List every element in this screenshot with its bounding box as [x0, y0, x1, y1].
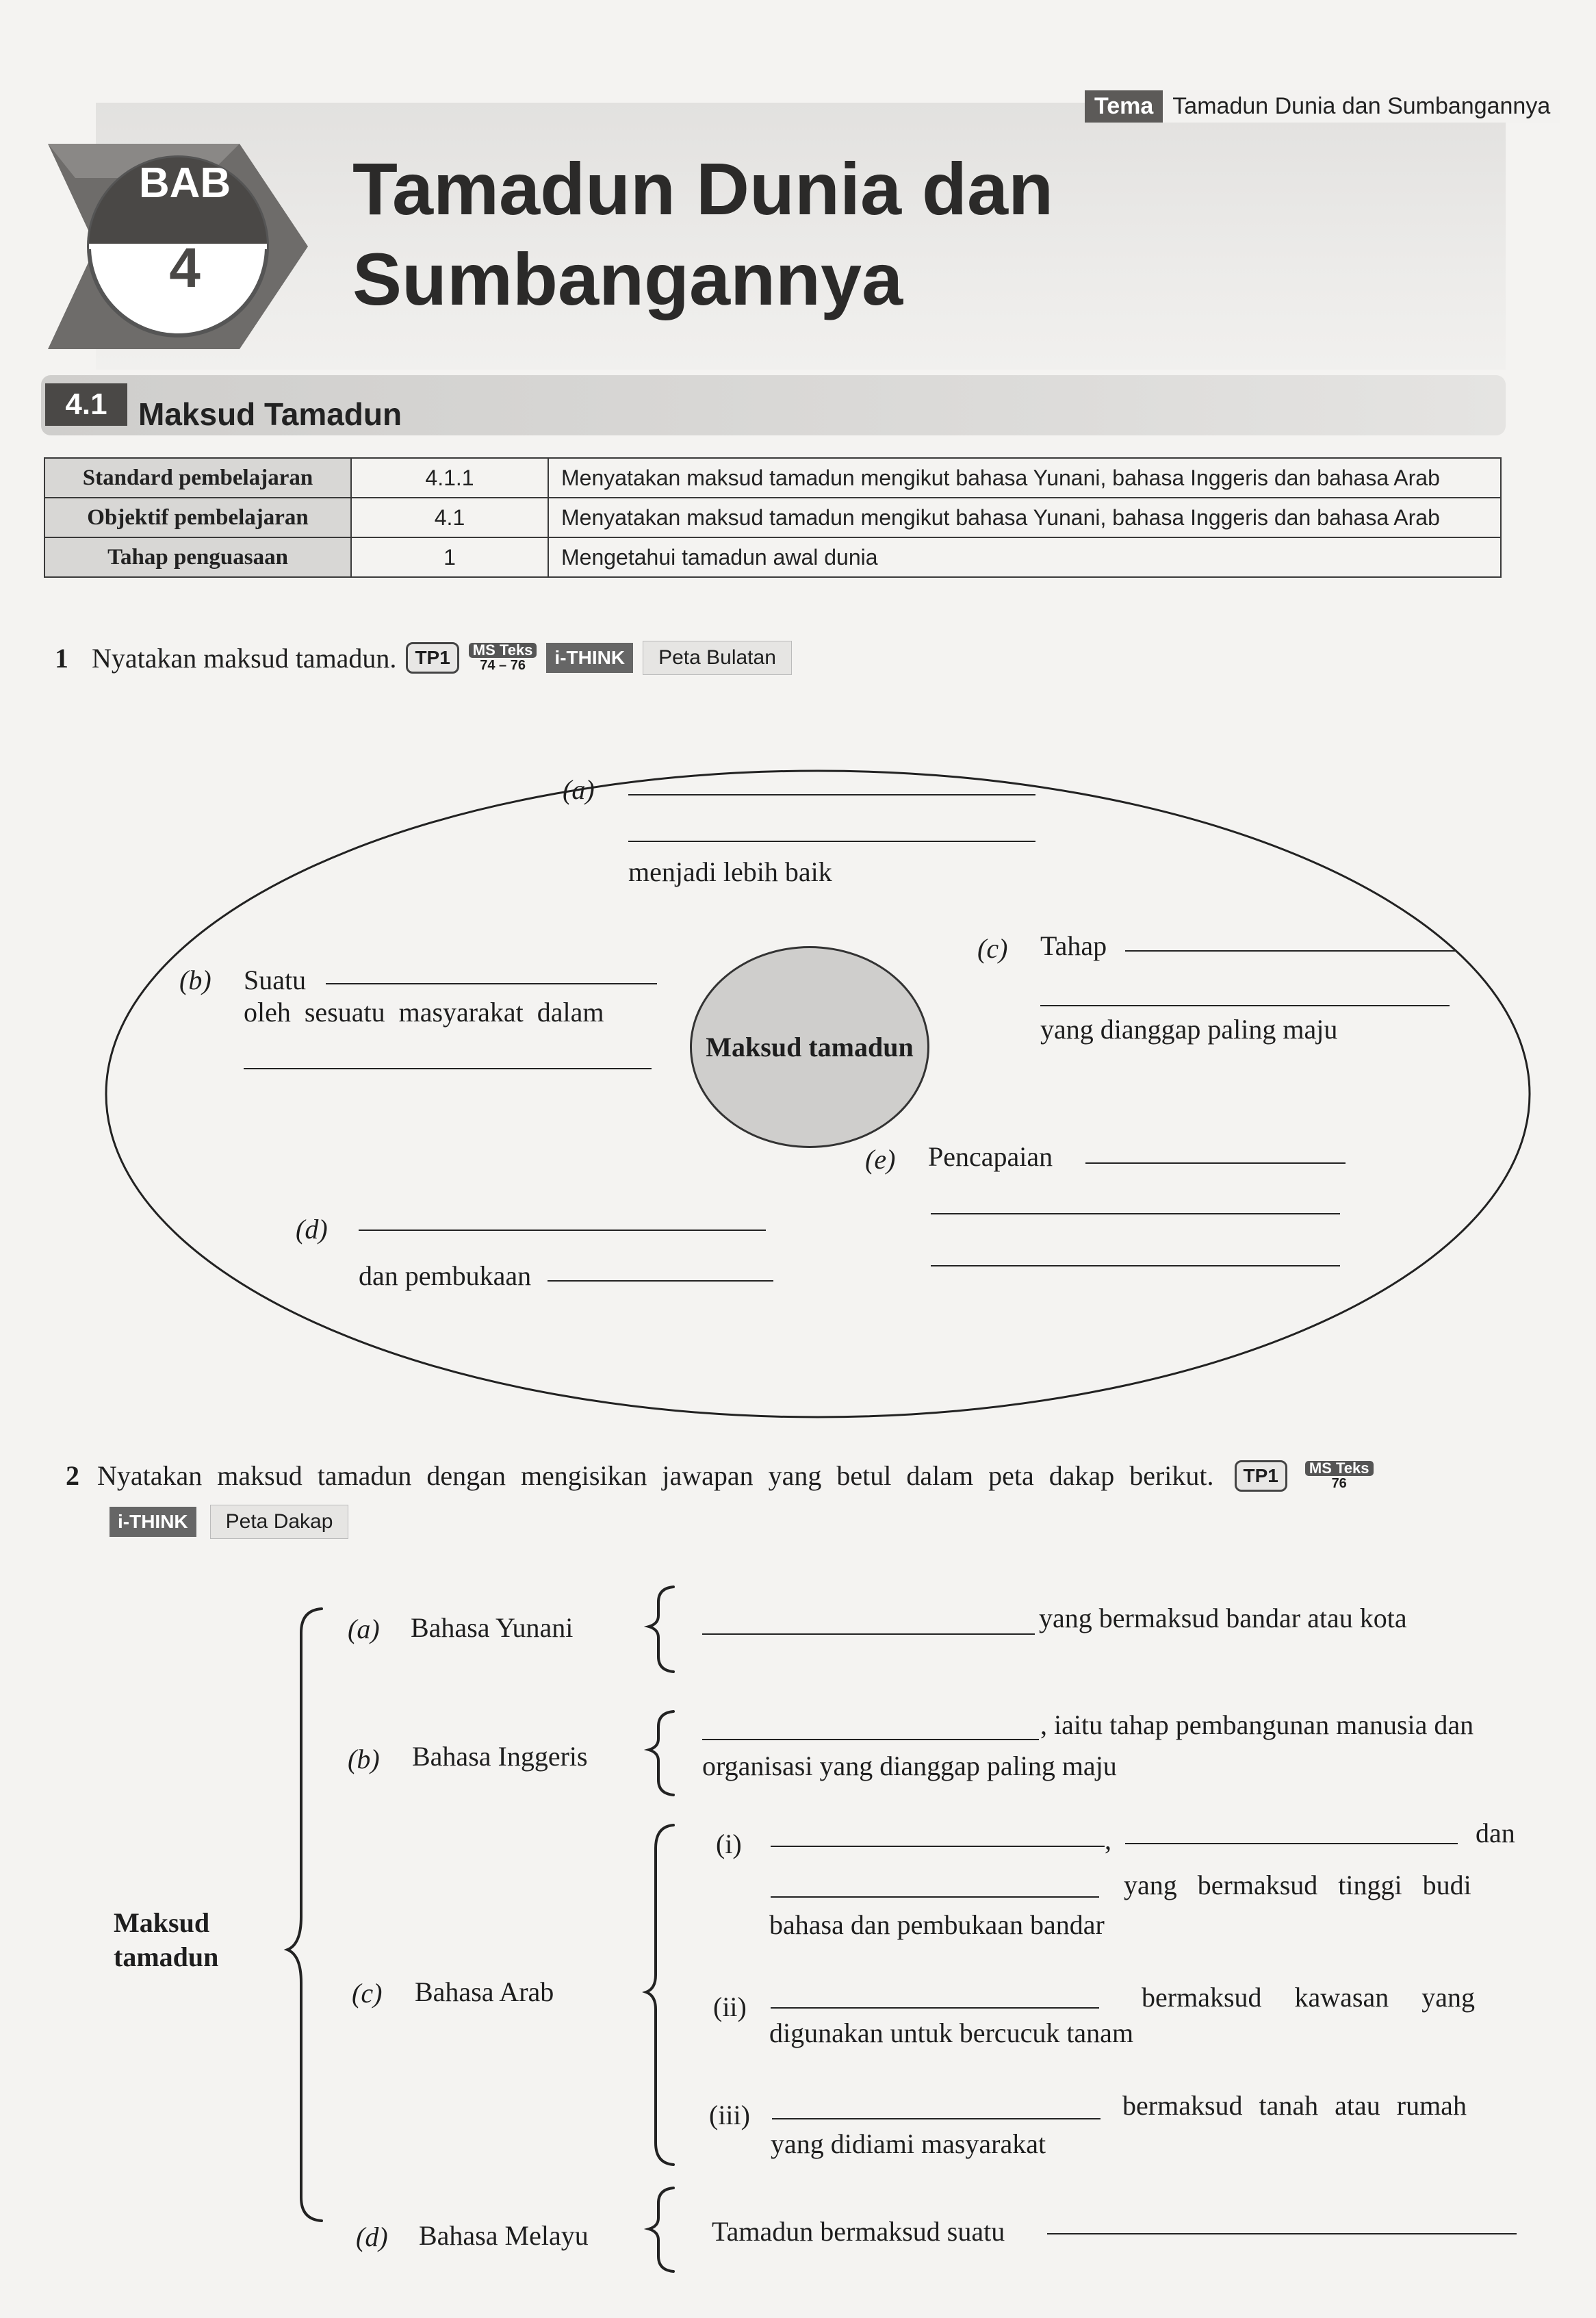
question-number: 2 [66, 1460, 79, 1491]
q1-b-label: (b) [179, 965, 211, 995]
table-cell-label: Tahap penguasaan [44, 537, 351, 577]
q1-c-text: yang dianggap paling maju [1040, 1014, 1338, 1045]
q2-d-lang: Bahasa Melayu [419, 2220, 589, 2251]
q2-c-ii-label: (ii) [713, 1991, 747, 2022]
q2-c-i-label: (i) [716, 1829, 742, 1859]
answer-line[interactable] [771, 2007, 1099, 2009]
q1-b-start: Suatu [244, 965, 307, 995]
q2-b-text1: , iaitu tahap pembangunan manusia dan [1040, 1709, 1474, 1740]
q2-c-lang: Bahasa Arab [415, 1976, 554, 2007]
section-number: 4.1 [45, 383, 127, 426]
table-cell-text: Mengetahui tamadun awal dunia [548, 537, 1501, 577]
answer-line[interactable] [1125, 1843, 1458, 1844]
q1-d-label: (d) [296, 1214, 328, 1245]
msteks-pages: 74 – 76 [480, 658, 526, 673]
tema-text: Tamadun Dunia dan Sumbangannya [1163, 90, 1560, 123]
table-cell-label: Objektif pembelajaran [44, 498, 351, 537]
bab-label: BAB [138, 160, 231, 207]
q2-c-i-dan: dan [1476, 1818, 1515, 1848]
q2-c-iii-label: (iii) [709, 2100, 750, 2130]
tema-tag: Tema [1085, 90, 1163, 123]
msteks-label: MS Teks [1305, 1461, 1374, 1476]
q2-a-text: yang bermaksud bandar atau kota [1039, 1603, 1407, 1633]
q2-b-label: (b) [348, 1744, 380, 1774]
tp-badge: TP1 [1235, 1460, 1287, 1492]
q2-c-label: (c) [352, 1978, 383, 2009]
ithink-badge: i-THINK [546, 643, 633, 673]
q2-b-lang: Bahasa Inggeris [412, 1741, 588, 1772]
answer-line[interactable] [771, 1846, 1105, 1847]
answer-line[interactable] [702, 1739, 1039, 1740]
table-cell-code: 4.1.1 [351, 458, 548, 498]
question-text: Nyatakan maksud tamadun dengan mengisikan jawapan yang betul dalam peta dakap berikut. [97, 1460, 1214, 1491]
q2-c-i-comma: , [1105, 1824, 1111, 1855]
map-type-label: Peta Dakap [210, 1505, 349, 1539]
q2-c-iii-text1: bermaksud tanah atau rumah [1122, 2090, 1467, 2121]
answer-line[interactable] [702, 1633, 1035, 1635]
q2-c-ii-text2: digunakan untuk bercucuk tanam [769, 2017, 1134, 2048]
q2-d-text: Tamadun bermaksud suatu [712, 2216, 1005, 2247]
q2-d-label: (d) [356, 2221, 388, 2252]
chapter-title-line1: Tamadun Dunia dan [352, 147, 1054, 230]
q2-c-ii-text1: bermaksud kawasan yang [1142, 1982, 1475, 2013]
table-cell-label: Standard pembelajaran [44, 458, 351, 498]
bab-number: 4 [169, 237, 201, 299]
answer-line[interactable] [771, 1896, 1099, 1898]
q1-a-label: (a) [563, 774, 595, 805]
ithink-badge: i-THINK [110, 1507, 196, 1537]
map-type-label: Peta Bulatan [643, 641, 792, 675]
question-text: Nyatakan maksud tamadun. [92, 642, 397, 674]
q1-c-label: (c) [977, 933, 1008, 964]
table-cell-code: 1 [351, 537, 548, 577]
q1-c-start: Tahap [1040, 930, 1107, 961]
table-cell-text: Menyatakan maksud tamadun mengikut bahasa Yunani, bahasa Inggeris dan bahasa Arab [548, 458, 1501, 498]
section-title: Maksud Tamadun [138, 396, 402, 432]
q1-e-label: (e) [865, 1144, 896, 1175]
q2-a-lang: Bahasa Yunani [411, 1612, 574, 1643]
table-cell-code: 4.1 [351, 498, 548, 537]
q2-a-label: (a) [348, 1614, 380, 1644]
circle-map-center: Maksud tamadun [690, 946, 929, 1148]
q1-b-mid: oleh sesuatu masyarakat dalam [244, 997, 604, 1028]
table-cell-text: Menyatakan maksud tamadun mengikut bahasa Yunani, bahasa Inggeris dan bahasa Arab [548, 498, 1501, 537]
q2-c-i-text1: yang bermaksud tinggi budi [1124, 1870, 1471, 1900]
msteks-label: MS Teks [469, 643, 537, 658]
brace-map-root: Maksud tamadun [114, 1907, 219, 1972]
tp-badge: TP1 [406, 642, 459, 674]
msteks-pages: 76 [1331, 1475, 1347, 1491]
q1-e-start: Pencapaian [928, 1141, 1053, 1172]
q1-a-text: menjadi lebih baik [628, 856, 832, 887]
chapter-title-line2: Sumbangannya [352, 238, 903, 320]
question-number: 1 [55, 642, 68, 674]
answer-line[interactable] [772, 2118, 1101, 2119]
answer-line[interactable] [1047, 2233, 1517, 2234]
q2-c-i-text2: bahasa dan pembukaan bandar [769, 1909, 1105, 1940]
q2-c-iii-text2: yang didiami masyarakat [771, 2128, 1046, 2159]
q1-d-text: dan pembukaan [359, 1260, 532, 1291]
q2-b-text2: organisasi yang dianggap paling maju [702, 1750, 1117, 1781]
